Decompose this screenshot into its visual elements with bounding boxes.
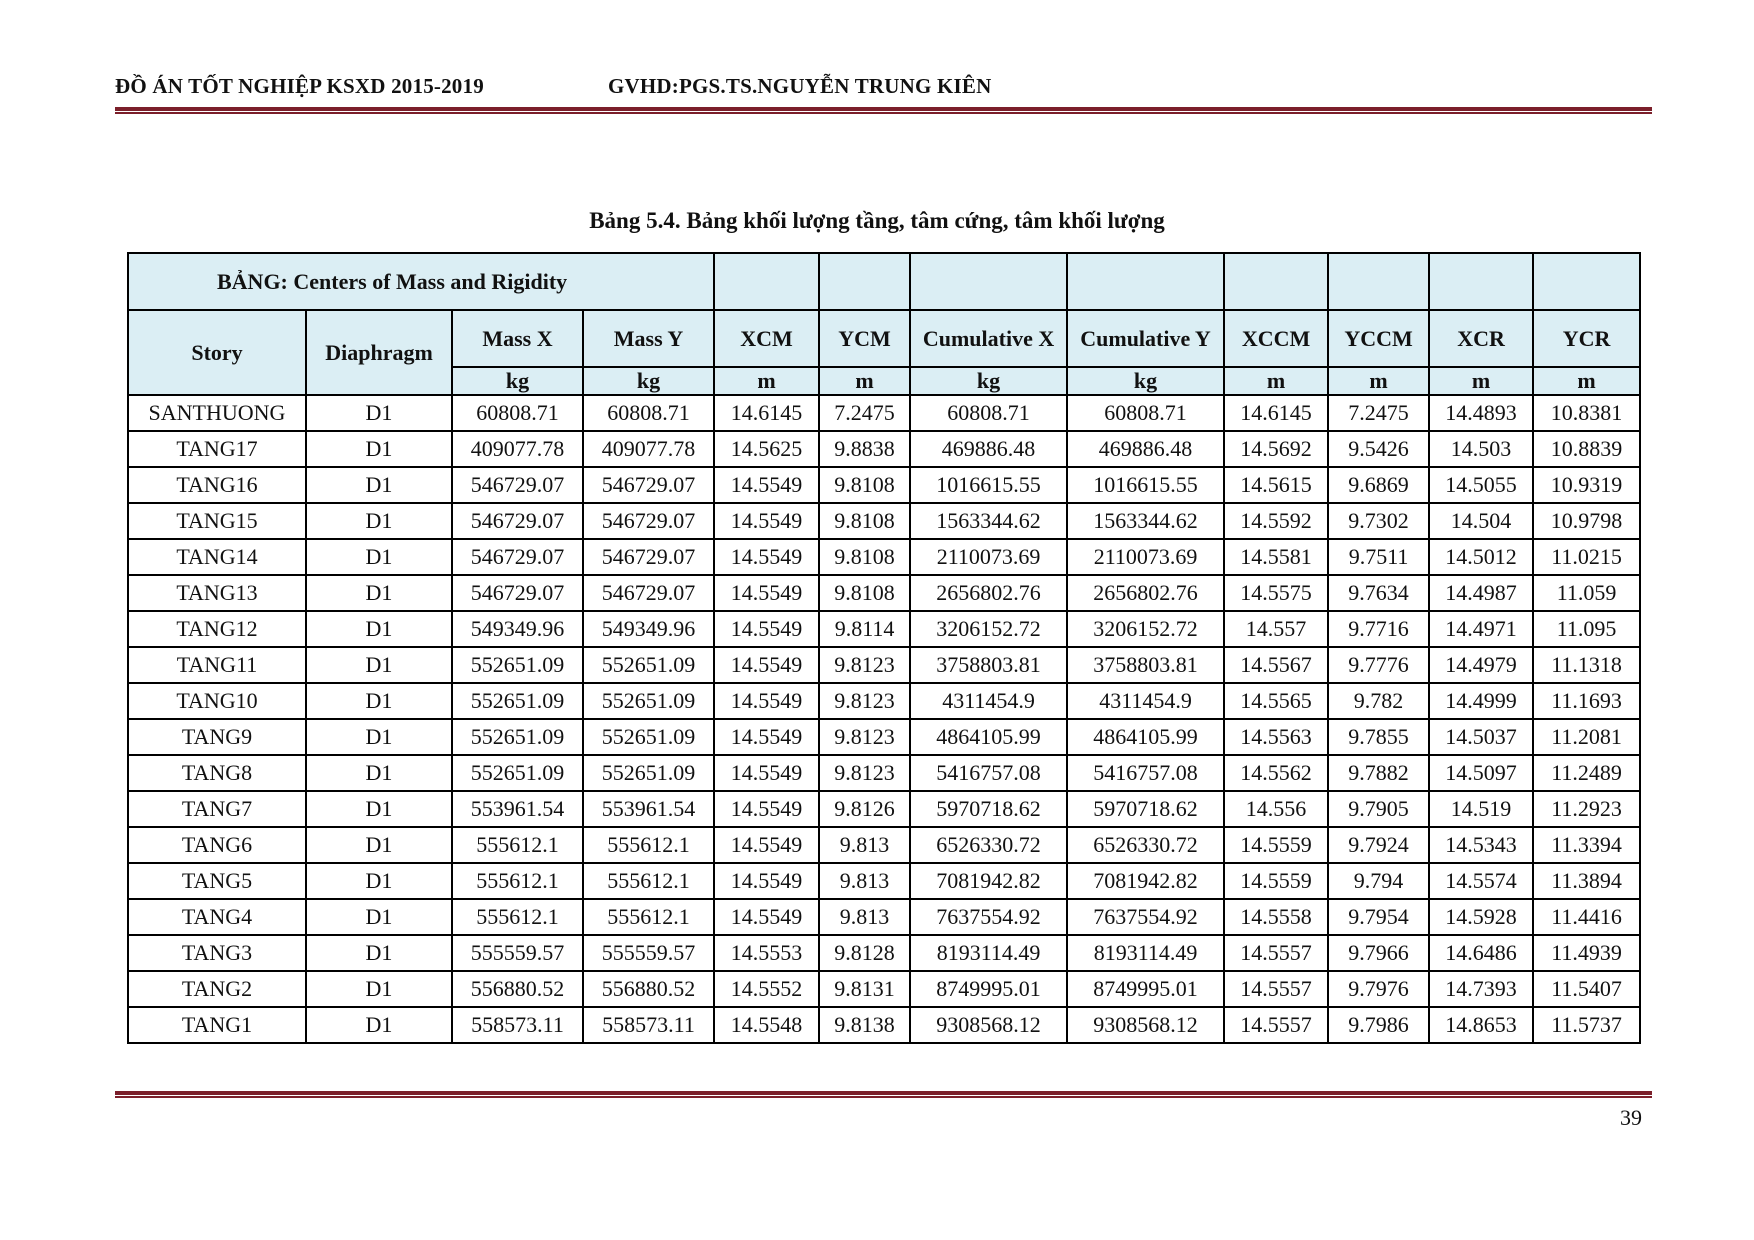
table-cell: 555612.1 — [452, 827, 583, 863]
table-cell: 14.5567 — [1224, 647, 1328, 683]
table-cell: 14.5553 — [714, 935, 819, 971]
table-cell: D1 — [306, 395, 452, 431]
table-cell: 6526330.72 — [1067, 827, 1224, 863]
table-cell: 11.5737 — [1533, 1007, 1640, 1043]
column-unit: kg — [910, 367, 1067, 395]
blank-header-cell — [910, 253, 1067, 310]
table-cell: 11.095 — [1533, 611, 1640, 647]
table-cell: 552651.09 — [583, 755, 714, 791]
table-cell: 9.782 — [1328, 683, 1429, 719]
table-cell: TANG9 — [128, 719, 306, 755]
table-cell: 11.1693 — [1533, 683, 1640, 719]
table-row — [128, 827, 1640, 863]
table-cell: 60808.71 — [452, 395, 583, 431]
table-cell: 9.8838 — [819, 431, 910, 467]
table-cell: 9.7855 — [1328, 719, 1429, 755]
table-cell: 14.5548 — [714, 1007, 819, 1043]
table-cell: 11.1318 — [1533, 647, 1640, 683]
table-cell: 9.813 — [819, 899, 910, 935]
column-unit: m — [714, 367, 819, 395]
table-cell: 7637554.92 — [1067, 899, 1224, 935]
blank-header-cell — [1328, 253, 1429, 310]
document-header-title: ĐỒ ÁN TỐT NGHIỆP KSXD 2015-2019 — [115, 74, 484, 98]
table-cell: 14.5557 — [1224, 971, 1328, 1007]
table-cell: 9.7511 — [1328, 539, 1429, 575]
table-cell: 14.5549 — [714, 575, 819, 611]
table-cell: 9.8114 — [819, 611, 910, 647]
table-cell: 11.3894 — [1533, 863, 1640, 899]
table-cell: 8193114.49 — [1067, 935, 1224, 971]
table-cell: 11.059 — [1533, 575, 1640, 611]
table-cell: 14.6145 — [1224, 395, 1328, 431]
table-cell: 5970718.62 — [1067, 791, 1224, 827]
table-cell: 5416757.08 — [1067, 755, 1224, 791]
table-cell: 3758803.81 — [910, 647, 1067, 683]
table-cell: 14.6145 — [714, 395, 819, 431]
table-cell: 409077.78 — [583, 431, 714, 467]
table-cell: 3206152.72 — [1067, 611, 1224, 647]
table-cell: TANG2 — [128, 971, 306, 1007]
table-cell: D1 — [306, 863, 452, 899]
table-cell: 14.5557 — [1224, 935, 1328, 971]
table-cell: 14.5562 — [1224, 755, 1328, 791]
table-cell: 9.7986 — [1328, 1007, 1429, 1043]
table-cell: 14.519 — [1429, 791, 1533, 827]
page-number: 39 — [1620, 1105, 1642, 1130]
table-cell: 409077.78 — [452, 431, 583, 467]
table-cell: 14.5549 — [714, 467, 819, 503]
table-cell: D1 — [306, 431, 452, 467]
table-row — [128, 971, 1640, 1007]
table-cell: 556880.52 — [452, 971, 583, 1007]
table-cell: D1 — [306, 935, 452, 971]
table-cell: 558573.11 — [583, 1007, 714, 1043]
table-cell: 546729.07 — [583, 503, 714, 539]
table-cell: 7081942.82 — [910, 863, 1067, 899]
table-cell: 14.5928 — [1429, 899, 1533, 935]
table-cell: 7637554.92 — [910, 899, 1067, 935]
table-cell: 555612.1 — [452, 863, 583, 899]
column-unit: m — [1533, 367, 1640, 395]
table-cell: 14.5549 — [714, 683, 819, 719]
table-cell: D1 — [306, 575, 452, 611]
table-cell: 6526330.72 — [910, 827, 1067, 863]
table-cell: 9.7634 — [1328, 575, 1429, 611]
table-cell: 11.5407 — [1533, 971, 1640, 1007]
table-cell: 14.5692 — [1224, 431, 1328, 467]
table-cell: D1 — [306, 467, 452, 503]
table-cell: 11.4939 — [1533, 935, 1640, 971]
table-cell: 11.0215 — [1533, 539, 1640, 575]
table-caption: Bảng 5.4. Bảng khối lượng tầng, tâm cứng, tâm khối lượng — [589, 208, 1165, 233]
table-cell: 7.2475 — [819, 395, 910, 431]
table-cell: D1 — [306, 539, 452, 575]
column-unit: m — [1429, 367, 1533, 395]
table-cell: 14.5559 — [1224, 863, 1328, 899]
table-cell: 14.5097 — [1429, 755, 1533, 791]
table-cell: 555612.1 — [452, 899, 583, 935]
table-cell: 14.4893 — [1429, 395, 1533, 431]
table-row — [128, 719, 1640, 755]
table-cell: 549349.96 — [452, 611, 583, 647]
table-row — [128, 467, 1640, 503]
table-cell: 14.5549 — [714, 719, 819, 755]
table-cell: 2110073.69 — [910, 539, 1067, 575]
table-cell: 9.8108 — [819, 575, 910, 611]
column-header: XCM — [714, 310, 819, 367]
table-cell: 8749995.01 — [910, 971, 1067, 1007]
table-cell: 9.8123 — [819, 755, 910, 791]
table-cell: 14.5552 — [714, 971, 819, 1007]
table-cell: 14.5557 — [1224, 1007, 1328, 1043]
table-row — [128, 539, 1640, 575]
table-row — [128, 935, 1640, 971]
table-row — [128, 647, 1640, 683]
table-cell: 546729.07 — [583, 539, 714, 575]
blank-header-cell — [1224, 253, 1328, 310]
column-header: Cumulative X — [910, 310, 1067, 367]
table-cell: 546729.07 — [452, 539, 583, 575]
table-cell: 9.8108 — [819, 467, 910, 503]
table-cell: 5416757.08 — [910, 755, 1067, 791]
table-cell: D1 — [306, 647, 452, 683]
blank-header-cell — [1533, 253, 1640, 310]
blank-header-cell — [819, 253, 910, 310]
table-cell: 4311454.9 — [910, 683, 1067, 719]
table-cell: 555612.1 — [583, 863, 714, 899]
table-cell: 546729.07 — [583, 575, 714, 611]
table-cell: 7.2475 — [1328, 395, 1429, 431]
table-cell: 14.5563 — [1224, 719, 1328, 755]
table-row — [128, 503, 1640, 539]
table-cell: 552651.09 — [583, 683, 714, 719]
table-cell: D1 — [306, 755, 452, 791]
column-unit: m — [1224, 367, 1328, 395]
table-cell: 14.5549 — [714, 503, 819, 539]
table-cell: 14.5343 — [1429, 827, 1533, 863]
table-cell: 469886.48 — [910, 431, 1067, 467]
column-header: Mass X — [452, 310, 583, 367]
table-cell: 1016615.55 — [1067, 467, 1224, 503]
table-cell: 2656802.76 — [910, 575, 1067, 611]
table-cell: 14.504 — [1429, 503, 1533, 539]
table-cell: 14.556 — [1224, 791, 1328, 827]
table-cell: 9.5426 — [1328, 431, 1429, 467]
table-cell: 14.8653 — [1429, 1007, 1533, 1043]
table-row — [128, 899, 1640, 935]
table-cell: 7081942.82 — [1067, 863, 1224, 899]
table-cell: 546729.07 — [452, 467, 583, 503]
table-cell: 552651.09 — [452, 719, 583, 755]
table-cell: 469886.48 — [1067, 431, 1224, 467]
table-cell: TANG11 — [128, 647, 306, 683]
table-cell: 60808.71 — [1067, 395, 1224, 431]
table-cell: 60808.71 — [910, 395, 1067, 431]
table-cell: 546729.07 — [583, 467, 714, 503]
table-cell: TANG14 — [128, 539, 306, 575]
table-cell: 558573.11 — [452, 1007, 583, 1043]
table-cell: 14.5575 — [1224, 575, 1328, 611]
column-header: YCR — [1533, 310, 1640, 367]
document-header-advisor: GVHD:PGS.TS.NGUYỄN TRUNG KIÊN — [608, 74, 992, 98]
table-cell: 14.5559 — [1224, 827, 1328, 863]
table-cell: 8193114.49 — [910, 935, 1067, 971]
table-cell: 4864105.99 — [910, 719, 1067, 755]
table-cell: 2110073.69 — [1067, 539, 1224, 575]
table-cell: 552651.09 — [583, 719, 714, 755]
table-cell: 10.9319 — [1533, 467, 1640, 503]
table-row — [128, 1007, 1640, 1043]
table-cell: TANG15 — [128, 503, 306, 539]
table-cell: 2656802.76 — [1067, 575, 1224, 611]
table-cell: 9.813 — [819, 863, 910, 899]
table-cell: 9.7976 — [1328, 971, 1429, 1007]
table-cell: D1 — [306, 899, 452, 935]
column-header: XCR — [1429, 310, 1533, 367]
table-cell: 14.5549 — [714, 791, 819, 827]
blank-header-cell — [1067, 253, 1224, 310]
table-cell: 11.2489 — [1533, 755, 1640, 791]
table-cell: 11.4416 — [1533, 899, 1640, 935]
table-cell: 552651.09 — [452, 755, 583, 791]
table-cell: 4864105.99 — [1067, 719, 1224, 755]
table-cell: 553961.54 — [452, 791, 583, 827]
column-header: XCCM — [1224, 310, 1328, 367]
table-cell: SANTHUONG — [128, 395, 306, 431]
table-cell: 14.5549 — [714, 539, 819, 575]
table-row — [128, 395, 1640, 431]
table-cell: TANG17 — [128, 431, 306, 467]
table-cell: TANG13 — [128, 575, 306, 611]
blank-header-cell — [1429, 253, 1533, 310]
table-cell: 9.7905 — [1328, 791, 1429, 827]
table-cell: 14.503 — [1429, 431, 1533, 467]
column-header: Diaphragm — [306, 310, 452, 395]
table-cell: 14.4971 — [1429, 611, 1533, 647]
table-cell: 8749995.01 — [1067, 971, 1224, 1007]
table-cell: TANG6 — [128, 827, 306, 863]
table-cell: 556880.52 — [583, 971, 714, 1007]
table-cell: 4311454.9 — [1067, 683, 1224, 719]
table-cell: 14.4979 — [1429, 647, 1533, 683]
table-cell: 9.7882 — [1328, 755, 1429, 791]
table-cell: 14.5549 — [714, 827, 819, 863]
table-cell: 14.5549 — [714, 755, 819, 791]
table-row — [128, 755, 1640, 791]
table-cell: 3206152.72 — [910, 611, 1067, 647]
table-cell: D1 — [306, 683, 452, 719]
table-cell: 546729.07 — [452, 503, 583, 539]
table-cell: 555559.57 — [583, 935, 714, 971]
table-cell: D1 — [306, 1007, 452, 1043]
table-cell: 11.2923 — [1533, 791, 1640, 827]
table-cell: 549349.96 — [583, 611, 714, 647]
table-cell: 9.7954 — [1328, 899, 1429, 935]
table-cell: 14.5012 — [1429, 539, 1533, 575]
table-cell: 552651.09 — [452, 647, 583, 683]
table-cell: 1016615.55 — [910, 467, 1067, 503]
table-cell: 14.5615 — [1224, 467, 1328, 503]
table-cell: 9.7716 — [1328, 611, 1429, 647]
table-cell: 14.5549 — [714, 899, 819, 935]
column-unit: kg — [452, 367, 583, 395]
table-cell: 9.8123 — [819, 647, 910, 683]
table-cell: 9.7966 — [1328, 935, 1429, 971]
table-cell: 9.8108 — [819, 503, 910, 539]
table-row — [128, 791, 1640, 827]
table-cell: 553961.54 — [583, 791, 714, 827]
table-cell: TANG3 — [128, 935, 306, 971]
table-title: BẢNG: Centers of Mass and Rigidity — [128, 253, 714, 310]
table-cell: 10.8381 — [1533, 395, 1640, 431]
table-cell: 552651.09 — [583, 647, 714, 683]
table-cell: 10.9798 — [1533, 503, 1640, 539]
table-cell: 3758803.81 — [1067, 647, 1224, 683]
footer-divider — [115, 1091, 1652, 1098]
table-cell: 10.8839 — [1533, 431, 1640, 467]
table-cell: TANG4 — [128, 899, 306, 935]
table-cell: TANG16 — [128, 467, 306, 503]
table-cell: 9.8126 — [819, 791, 910, 827]
table-cell: D1 — [306, 971, 452, 1007]
table-cell: 546729.07 — [452, 575, 583, 611]
table-cell: D1 — [306, 719, 452, 755]
table-cell: 9.8123 — [819, 683, 910, 719]
table-cell: 60808.71 — [583, 395, 714, 431]
header-divider — [115, 107, 1652, 114]
table-row — [128, 611, 1640, 647]
table-cell: 14.4999 — [1429, 683, 1533, 719]
table-cell: 9.794 — [1328, 863, 1429, 899]
table-cell: 14.5574 — [1429, 863, 1533, 899]
column-header: Story — [128, 310, 306, 395]
table-cell: 14.5581 — [1224, 539, 1328, 575]
table-cell: D1 — [306, 611, 452, 647]
table-cell: 9.8108 — [819, 539, 910, 575]
centers-of-mass-table — [127, 252, 1641, 1044]
table-cell: TANG5 — [128, 863, 306, 899]
table-cell: 9.8128 — [819, 935, 910, 971]
table-cell: 1563344.62 — [1067, 503, 1224, 539]
table-cell: TANG12 — [128, 611, 306, 647]
table-cell: TANG8 — [128, 755, 306, 791]
column-header: Cumulative Y — [1067, 310, 1224, 367]
table-cell: 14.5625 — [714, 431, 819, 467]
table-cell: 552651.09 — [452, 683, 583, 719]
table-cell: 14.5549 — [714, 647, 819, 683]
table-cell: 14.5037 — [1429, 719, 1533, 755]
table-cell: 1563344.62 — [910, 503, 1067, 539]
table-cell: 9.8138 — [819, 1007, 910, 1043]
table-cell: 14.5549 — [714, 863, 819, 899]
table-cell: 14.7393 — [1429, 971, 1533, 1007]
blank-header-cell — [714, 253, 819, 310]
table-cell: 9.7302 — [1328, 503, 1429, 539]
table-cell: TANG7 — [128, 791, 306, 827]
table-cell: 9.8131 — [819, 971, 910, 1007]
table-cell: TANG1 — [128, 1007, 306, 1043]
table-cell: 14.5055 — [1429, 467, 1533, 503]
table-cell: 9.7776 — [1328, 647, 1429, 683]
table-cell: D1 — [306, 503, 452, 539]
table-row — [128, 575, 1640, 611]
table-cell: 14.5592 — [1224, 503, 1328, 539]
table-cell: 555612.1 — [583, 899, 714, 935]
table-cell: TANG10 — [128, 683, 306, 719]
table-cell: 9.8123 — [819, 719, 910, 755]
table-row — [128, 683, 1640, 719]
column-unit: m — [1328, 367, 1429, 395]
table-cell: 9308568.12 — [910, 1007, 1067, 1043]
table-cell: D1 — [306, 791, 452, 827]
column-header: Mass Y — [583, 310, 714, 367]
table-cell: 14.4987 — [1429, 575, 1533, 611]
table-cell: 9.7924 — [1328, 827, 1429, 863]
table-cell: 5970718.62 — [910, 791, 1067, 827]
column-header: YCCM — [1328, 310, 1429, 367]
table-cell: 14.5565 — [1224, 683, 1328, 719]
table-cell: 11.2081 — [1533, 719, 1640, 755]
table-cell: D1 — [306, 827, 452, 863]
column-header: YCM — [819, 310, 910, 367]
table-cell: 9308568.12 — [1067, 1007, 1224, 1043]
table-cell: 9.6869 — [1328, 467, 1429, 503]
table-cell: 14.5549 — [714, 611, 819, 647]
table-cell: 14.557 — [1224, 611, 1328, 647]
table-cell: 14.6486 — [1429, 935, 1533, 971]
table-cell: 9.813 — [819, 827, 910, 863]
column-unit: kg — [583, 367, 714, 395]
table-cell: 555612.1 — [583, 827, 714, 863]
column-unit: m — [819, 367, 910, 395]
table-row — [128, 863, 1640, 899]
column-unit: kg — [1067, 367, 1224, 395]
table-cell: 11.3394 — [1533, 827, 1640, 863]
table-row — [128, 431, 1640, 467]
table-cell: 555559.57 — [452, 935, 583, 971]
table-cell: 14.5558 — [1224, 899, 1328, 935]
